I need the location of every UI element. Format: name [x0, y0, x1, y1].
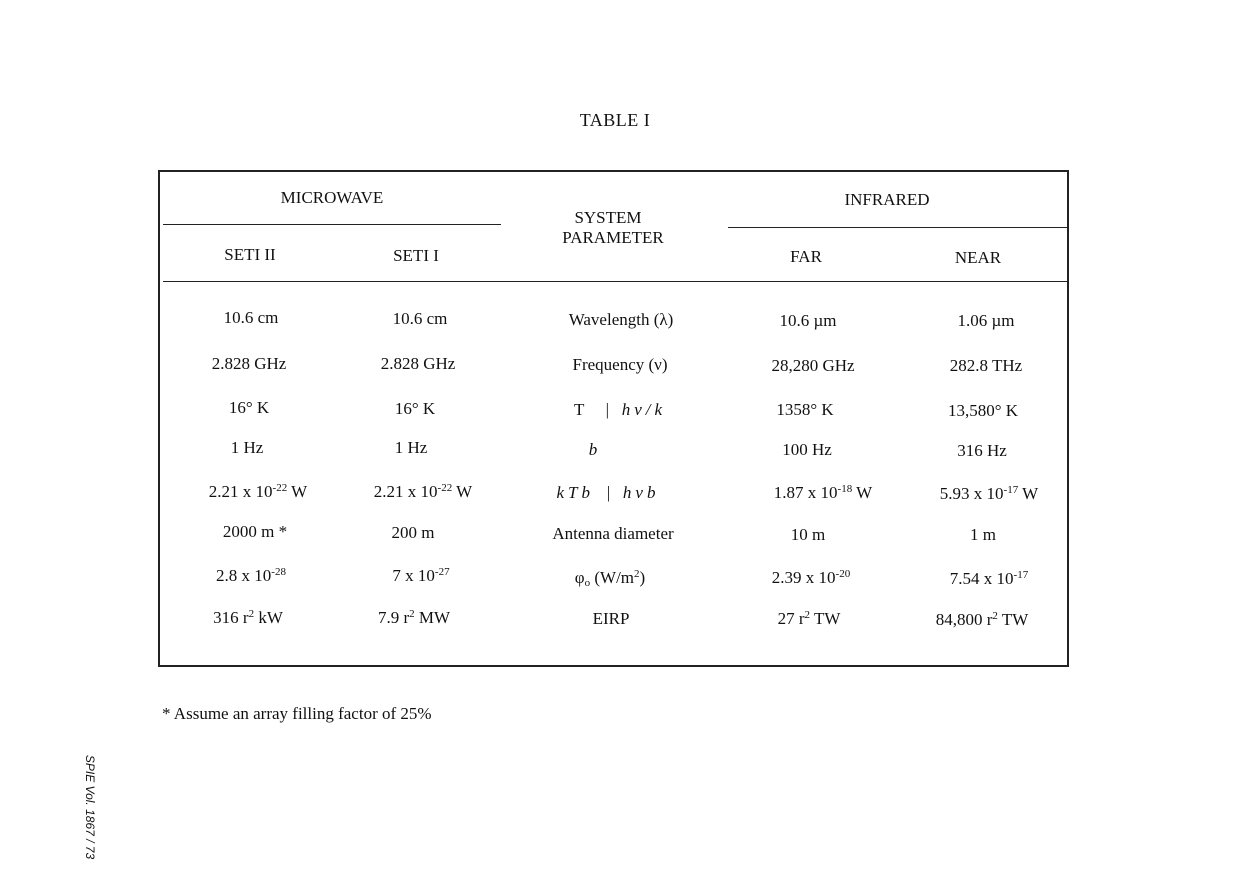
cell-seti1-frequency: 2.828 GHz [380, 354, 456, 373]
header-seti-ii: SETI II [224, 245, 276, 264]
cell-far-noise-power: 1.87 x $10^{-18}$ W [773, 483, 873, 502]
cell-param-wavelength: Wavelength (λ) [568, 310, 674, 329]
cell-far-frequency: 28,280 GHz [771, 356, 855, 375]
cell-seti1-temperature: 16° K [394, 399, 436, 418]
param-separator: | [605, 400, 609, 419]
param-ktb: kTb [556, 483, 595, 502]
cell-near-eirp: 84,800 $r^2$ TW [935, 610, 1029, 629]
cell-near-noise-power: 5.93 x $10^{-17}$ W [939, 484, 1039, 503]
cell-seti2-frequency: 2.828 GHz [211, 354, 287, 373]
cell-param-eirp: EIRP [592, 609, 630, 628]
cell-far-temperature: 1358° K [776, 400, 834, 419]
header-near: NEAR [954, 248, 1002, 267]
cell-seti1-eirp: 7.9 $r^2$ MW [377, 608, 451, 627]
header-infrared: INFRARED [844, 190, 930, 209]
footnote: * Assume an array filling factor of 25% [162, 704, 432, 723]
cell-param-bandwidth: b [588, 440, 602, 459]
cell-near-flux: 7.54 x $10^{-17}$ [949, 569, 1029, 588]
header-seti-i: SETI I [393, 246, 439, 265]
param-separator: | [606, 483, 611, 502]
cell-seti1-flux: 7 x $10^{-27}$ [392, 566, 450, 585]
cell-far-antenna: 10 m [790, 525, 826, 544]
cell-seti2-flux: 2.8 x $10^{-28}$ [216, 566, 286, 585]
header-system: SYSTEM [574, 208, 642, 227]
param-t-symbol: T [573, 400, 585, 419]
cell-seti1-antenna: 200 m [391, 523, 435, 542]
table-title: TABLE I [579, 110, 651, 130]
cell-param-antenna: Antenna diameter [552, 524, 674, 543]
cell-param-noise-power [508, 483, 708, 503]
cell-seti2-eirp: 316 $r^2$ kW [213, 608, 283, 627]
cell-seti2-bandwidth: 1 Hz [230, 438, 264, 457]
cell-seti1-noise-power: 2.21 x $10^{-22}$ W [373, 482, 473, 501]
param-hvb: hνb [622, 483, 660, 502]
cell-param-temperature [520, 400, 720, 420]
cell-param-frequency: Frequency (ν) [572, 355, 668, 374]
cell-far-flux: 2.39 x $10^{-20}$ [771, 568, 851, 587]
cell-near-frequency: 282.8 THz [949, 356, 1023, 375]
cell-far-bandwidth: 100 Hz [782, 440, 832, 459]
cell-near-temperature: 13,580° K [947, 401, 1019, 420]
cell-far-wavelength: 10.6 µm [779, 311, 837, 330]
cell-seti1-wavelength: 10.6 cm [392, 309, 448, 328]
infrared-rule [728, 227, 1068, 228]
header-far: FAR [790, 247, 822, 266]
header-parameter: PARAMETER [562, 228, 664, 247]
cell-param-flux: $\varphi_o$ $(W/m^2)$ [574, 568, 646, 589]
cell-seti2-temperature: 16° K [228, 398, 270, 417]
page-margin-note: SPIE Vol. 1867 / 73 [83, 754, 98, 860]
cell-near-wavelength: 1.06 µm [957, 311, 1015, 330]
cell-seti2-noise-power: 2.21 x $10^{-22}$ W [208, 482, 308, 501]
cell-seti2-wavelength: 10.6 cm [223, 308, 279, 327]
param-hv-over-k: hν/k [621, 400, 667, 419]
cell-seti1-bandwidth: 1 Hz [394, 438, 428, 457]
cell-near-bandwidth: 316 Hz [957, 441, 1007, 460]
cell-far-eirp: 27 $r^2$ TW [777, 609, 841, 628]
microwave-rule [163, 224, 501, 225]
header-microwave: MICROWAVE [280, 188, 384, 207]
cell-near-antenna: 1 m [970, 525, 996, 544]
header-bottom-rule [163, 281, 1067, 282]
cell-seti2-antenna: 2000 m * [222, 522, 288, 541]
